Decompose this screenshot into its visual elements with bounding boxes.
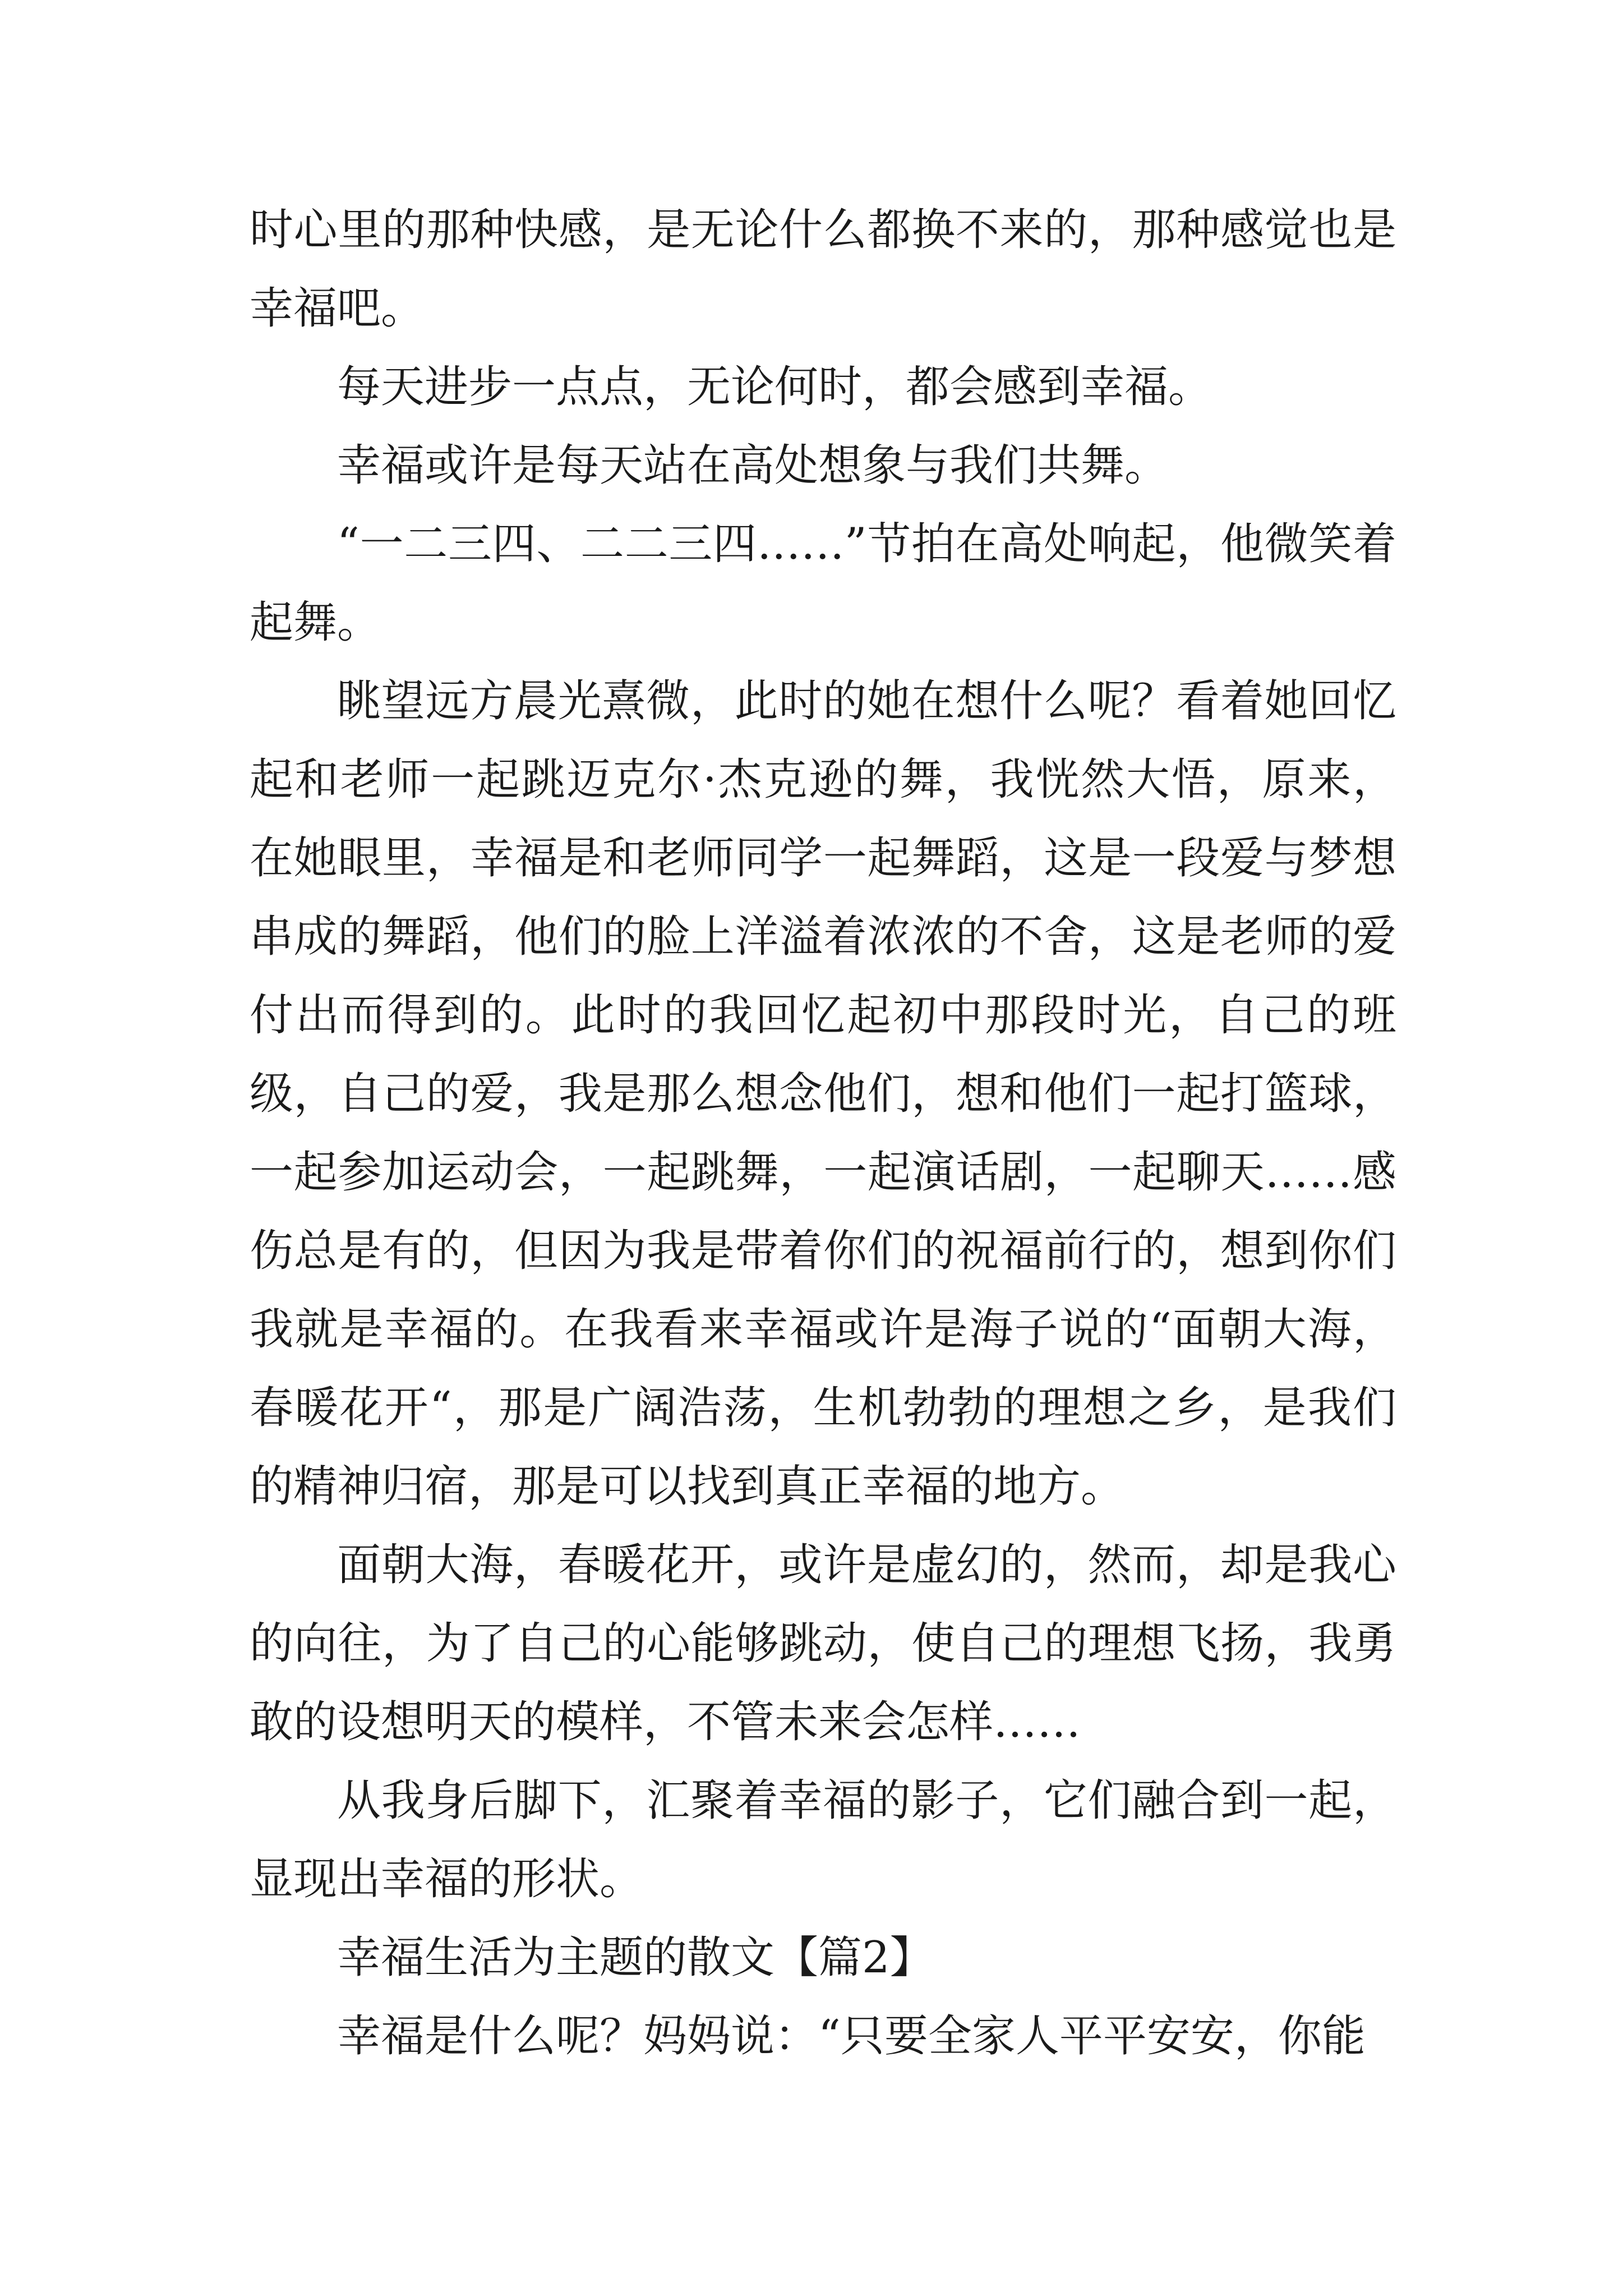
paragraph: 面朝大海，春暖花开，或许是虚幻的，然而，却是我心的向往，为了自己的心能够跳动，使自己的理想飞扬，我勇敢的设想明天的模样，不管未来会怎样…… — [250, 1540, 1396, 1747]
document-body — [250, 191, 1396, 2076]
paragraph-continuation: 时心里的那种快感，是无论什么都换不来的，那种感觉也是幸福吧。 — [250, 205, 1396, 334]
paragraph: 幸福或许是每天站在高处想象与我们共舞。 — [337, 440, 1169, 491]
paragraph: 幸福是什么呢？妈妈说：“只要全家人平平安安，你能 — [337, 2011, 1366, 2062]
paragraph: 每天进步一点点，无论何时，都会感到幸福。 — [337, 362, 1212, 412]
paragraph: “一二三四、二二三四……”节拍在高处响起，他微笑着起舞。 — [250, 519, 1396, 648]
section-heading: 幸福生活为主题的散文【篇2】 — [337, 1932, 934, 1983]
paragraph: 眺望远方晨光熹微，此时的她在想什么呢？看着她回忆起和老师一起跳迈克尔·杰克逊的舞，我恍然大悟，原来，在她眼里，幸福是和老师同学一起舞蹈，这是一段爱与梦想串成的舞蹈，他们的脸上洋溢着浓浓的不舍，这是老师的爱付出而得到的。此时的我回忆起初中那段时光，自己的班级，自己的爱，我是那么想念他们，想和他们一起打篮球，一起参加运动会，一起跳舞，一起演话剧，一起聊天……感伤总是有的，但因为我是带着你们的祝福前行的，想到你们我就是幸福的。在我看来幸福或许是海子说的“面朝大海，春暖花开“，那是广阔浩荡，生机勃勃的理想之乡，是我们的精神归宿，那是可以找到真正幸福的地方。 — [250, 676, 1396, 1512]
paragraph: 从我身后脚下，汇聚着幸福的影子，它们融合到一起，显现出幸福的形状。 — [250, 1775, 1396, 1904]
